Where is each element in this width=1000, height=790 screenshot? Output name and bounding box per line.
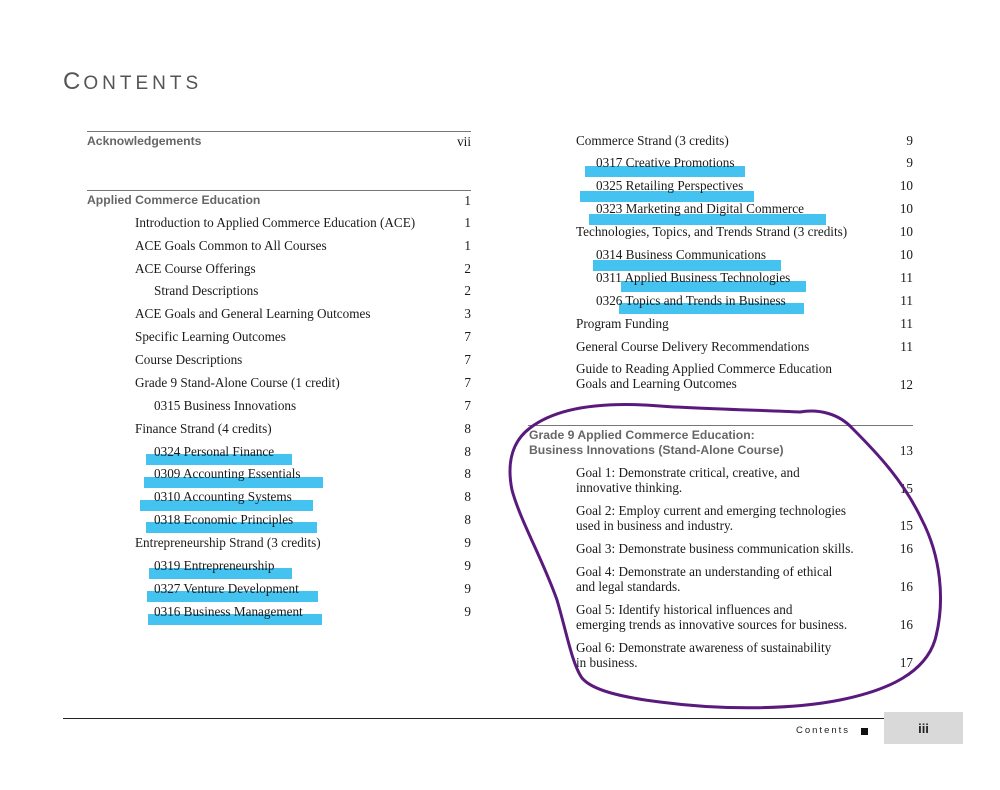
toc-entry-goal[interactable]: Goal 6: Demonstrate awareness of sustainability in business. bbox=[576, 640, 832, 670]
toc-page: 8 bbox=[464, 421, 471, 436]
toc-page: 2 bbox=[464, 261, 471, 276]
toc-entry[interactable]: 0309 Accounting Essentials bbox=[154, 466, 301, 481]
toc-entry-goal[interactable]: Goal 3: Demonstrate business communication skills. bbox=[576, 541, 854, 556]
toc-page: 12 bbox=[899, 377, 913, 392]
toc-page: 1 bbox=[464, 193, 471, 208]
toc-entry-acknowledgements[interactable]: Acknowledgements bbox=[87, 134, 202, 148]
toc-entry[interactable]: Grade 9 Stand-Alone Course (1 credit) bbox=[135, 375, 340, 390]
toc-entry-guide[interactable]: Guide to Reading Applied Commerce Education Goals and Learning Outcomes bbox=[576, 361, 832, 391]
toc-entry[interactable]: 0311 Applied Business Technologies bbox=[596, 270, 791, 285]
toc-entry[interactable]: 0319 Entrepreneurship bbox=[154, 558, 275, 573]
footer-label: Contents bbox=[796, 725, 851, 736]
toc-page: 13 bbox=[899, 443, 913, 458]
toc-page: 3 bbox=[464, 306, 471, 321]
toc-entry[interactable]: Introduction to Applied Commerce Education (ACE) bbox=[135, 215, 416, 230]
toc-entry[interactable]: ACE Goals Common to All Courses bbox=[135, 238, 327, 253]
toc-entry[interactable]: 0310 Accounting Systems bbox=[154, 489, 292, 504]
toc-page: 7 bbox=[464, 375, 471, 390]
toc-page: 11 bbox=[900, 293, 913, 308]
toc-entry[interactable]: Course Descriptions bbox=[135, 352, 243, 367]
footer-square-icon bbox=[861, 728, 868, 735]
toc-entry[interactable]: 0318 Economic Principles bbox=[154, 512, 294, 527]
toc-page: vii bbox=[457, 134, 471, 149]
toc-entry-applied-commerce-education[interactable]: Applied Commerce Education bbox=[87, 193, 261, 207]
toc-page: 11 bbox=[900, 270, 913, 285]
toc-page: 17 bbox=[899, 655, 913, 670]
toc-entry[interactable]: 0315 Business Innovations bbox=[154, 398, 297, 413]
toc-page: 1 bbox=[464, 238, 471, 253]
toc-page: 8 bbox=[464, 512, 471, 527]
toc-page: 1 bbox=[464, 215, 471, 230]
toc-page: 15 bbox=[899, 481, 913, 496]
toc-page: 16 bbox=[899, 541, 913, 556]
toc-entry[interactable]: ACE Goals and General Learning Outcomes bbox=[135, 306, 371, 321]
toc-entry[interactable]: Technologies, Topics, and Trends Strand (3 credits) bbox=[576, 224, 848, 239]
toc-page: 8 bbox=[464, 466, 471, 481]
toc-page: 9 bbox=[906, 155, 913, 170]
toc-page: 10 bbox=[899, 247, 913, 262]
toc-page: 16 bbox=[899, 579, 913, 594]
toc-entry[interactable]: 0317 Creative Promotions bbox=[596, 155, 735, 170]
toc-page: 10 bbox=[899, 201, 913, 216]
toc-page: 10 bbox=[899, 178, 913, 193]
toc-entry-goal[interactable]: Goal 1: Demonstrate critical, creative, and innovative thinking. bbox=[576, 465, 800, 495]
toc-page: 10 bbox=[899, 224, 913, 239]
toc-entry[interactable]: Specific Learning Outcomes bbox=[135, 329, 286, 344]
toc-page: 9 bbox=[464, 604, 471, 619]
toc-page: 8 bbox=[464, 489, 471, 504]
toc-entry[interactable]: Finance Strand (4 credits) bbox=[135, 421, 272, 436]
toc-entry[interactable]: Commerce Strand (3 credits) bbox=[576, 133, 729, 148]
toc-entry[interactable]: 0325 Retailing Perspectives bbox=[596, 178, 744, 193]
annotation-stroke bbox=[510, 405, 941, 708]
toc-page: 7 bbox=[464, 352, 471, 367]
toc-page: 11 bbox=[900, 339, 913, 354]
toc-entry[interactable]: 0314 Business Communications bbox=[596, 247, 766, 262]
toc-entry[interactable]: 0326 Topics and Trends in Business bbox=[596, 293, 786, 308]
toc-page: 11 bbox=[900, 316, 913, 331]
toc-page: 9 bbox=[906, 133, 913, 148]
toc-entry-goal[interactable]: Goal 5: Identify historical influences and emerging trends as innovative sources for business. bbox=[576, 602, 848, 632]
toc-page: 8 bbox=[464, 444, 471, 459]
toc-entry[interactable]: 0323 Marketing and Digital Commerce bbox=[596, 201, 805, 216]
toc-page: 7 bbox=[464, 398, 471, 413]
toc-entry-grade9-section[interactable]: Grade 9 Applied Commerce Education: Business Innovations (Stand-Alone Course) bbox=[529, 428, 784, 457]
toc-page: 9 bbox=[464, 581, 471, 596]
toc-entry[interactable]: General Course Delivery Recommendations bbox=[576, 339, 810, 354]
toc-page: 2 bbox=[464, 283, 471, 298]
toc-entry-goal[interactable]: Goal 2: Employ current and emerging technologies used in business and industry. bbox=[576, 503, 847, 533]
toc-page: 7 bbox=[464, 329, 471, 344]
toc-entry[interactable]: ACE Course Offerings bbox=[135, 261, 256, 276]
toc-page: 9 bbox=[464, 535, 471, 550]
toc-entry[interactable]: 0327 Venture Development bbox=[154, 581, 299, 596]
toc-entry[interactable]: 0316 Business Management bbox=[154, 604, 303, 619]
footer-rule bbox=[63, 718, 884, 719]
toc-page: 9 bbox=[464, 558, 471, 573]
toc-page: 16 bbox=[899, 617, 913, 632]
toc-entry[interactable]: Strand Descriptions bbox=[154, 283, 259, 298]
toc-entry[interactable]: Program Funding bbox=[576, 316, 669, 331]
toc-entry[interactable]: Entrepreneurship Strand (3 credits) bbox=[135, 535, 321, 550]
toc-entry-goal[interactable]: Goal 4: Demonstrate an understanding of ethical and legal standards. bbox=[576, 564, 833, 594]
toc-entry[interactable]: 0324 Personal Finance bbox=[154, 444, 275, 459]
toc-page: 15 bbox=[899, 518, 913, 533]
page-title: CONTENTS bbox=[63, 68, 203, 95]
page-number: iii bbox=[884, 712, 963, 744]
